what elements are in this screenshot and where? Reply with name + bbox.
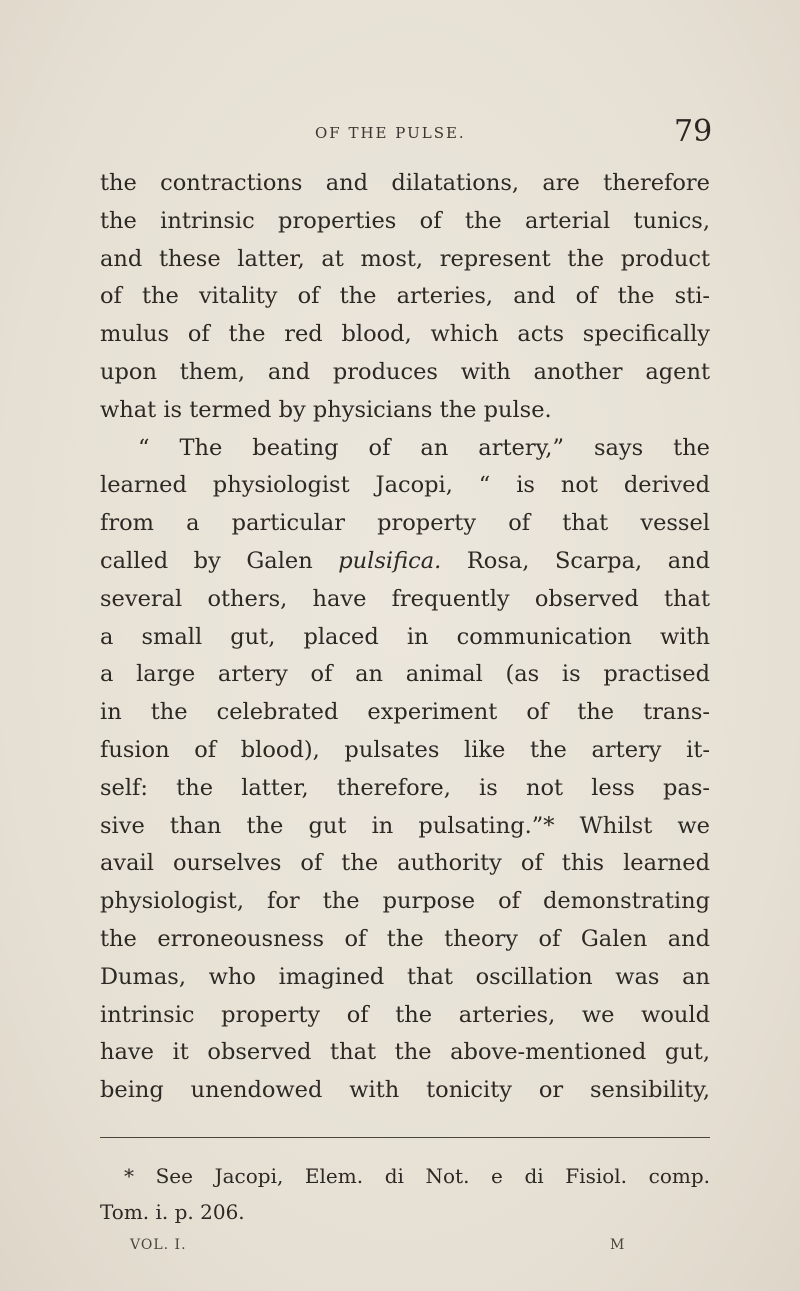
volume-mark: VOL. I. [130,1237,187,1253]
text-line: mulus of the red blood, which acts specifically [100,321,710,348]
text-line: fusion of blood), pulsates like the artery it- [100,736,710,763]
text-line: the contractions and dilatations, are therefore [100,170,710,196]
text-segment: called by Galen [100,547,339,574]
footnote-line: * See Jacopi, Elem. di Not. e di Fisiol. comp. [124,1164,710,1188]
running-head [0,114,800,149]
text-line: physiologist, for the purpose of demonstrating [100,888,710,915]
text-line: the intrinsic properties of the arterial tunics, [100,207,710,234]
text-line: a small gut, placed in communication with [100,623,710,650]
running-title: OF THE PULSE. [315,124,466,142]
signature-mark: M [610,1237,625,1253]
text-line: avail ourselves of the authority of this learned [100,850,710,877]
text-segment: Rosa, Scarpa, and [441,547,710,574]
body-text [100,165,710,1110]
text-line: sive than the gut in pulsating.”* Whilst we [100,812,710,839]
text-line: in the celebrated experiment of the trans- [100,699,710,726]
text-line: upon them, and produces with another agent [100,358,710,385]
text-line: intrinsic property of the arteries, we would [100,1001,710,1028]
footnote-rule [100,1137,710,1138]
text-line: of the vitality of the arteries, and of the sti- [100,283,710,310]
footnote [100,1158,710,1230]
text-line: from a particular property of that vessel [100,510,710,537]
text-line: a large artery of an animal (as is practised [100,661,710,688]
text-line: several others, have frequently observed that [100,585,710,612]
text-line: the erroneousness of the theory of Galen and [100,925,710,952]
footnote-line: Tom. i. p. 206. [100,1200,245,1224]
text-line: learned physiologist Jacopi, “ is not derived [100,472,710,499]
text-line: and these latter, at most, represent the product [100,245,710,272]
page-number: 79 [674,114,713,149]
text-line: have it observed that the above-mentioned gut, [100,1039,710,1066]
text-line: what is termed by physicians the pulse. [100,396,552,423]
text-line-mixed [100,543,710,581]
text-line: self: the latter, therefore, is not less pas- [100,774,710,801]
signature-line [0,1237,800,1261]
text-line: Dumas, who imagined that oscillation was an [100,963,710,990]
text-line: being unendowed with tonicity or sensibility, [100,1077,710,1104]
italic-term: pulsifica. [338,547,442,574]
text-line: “ The beating of an artery,” says the [138,434,710,461]
